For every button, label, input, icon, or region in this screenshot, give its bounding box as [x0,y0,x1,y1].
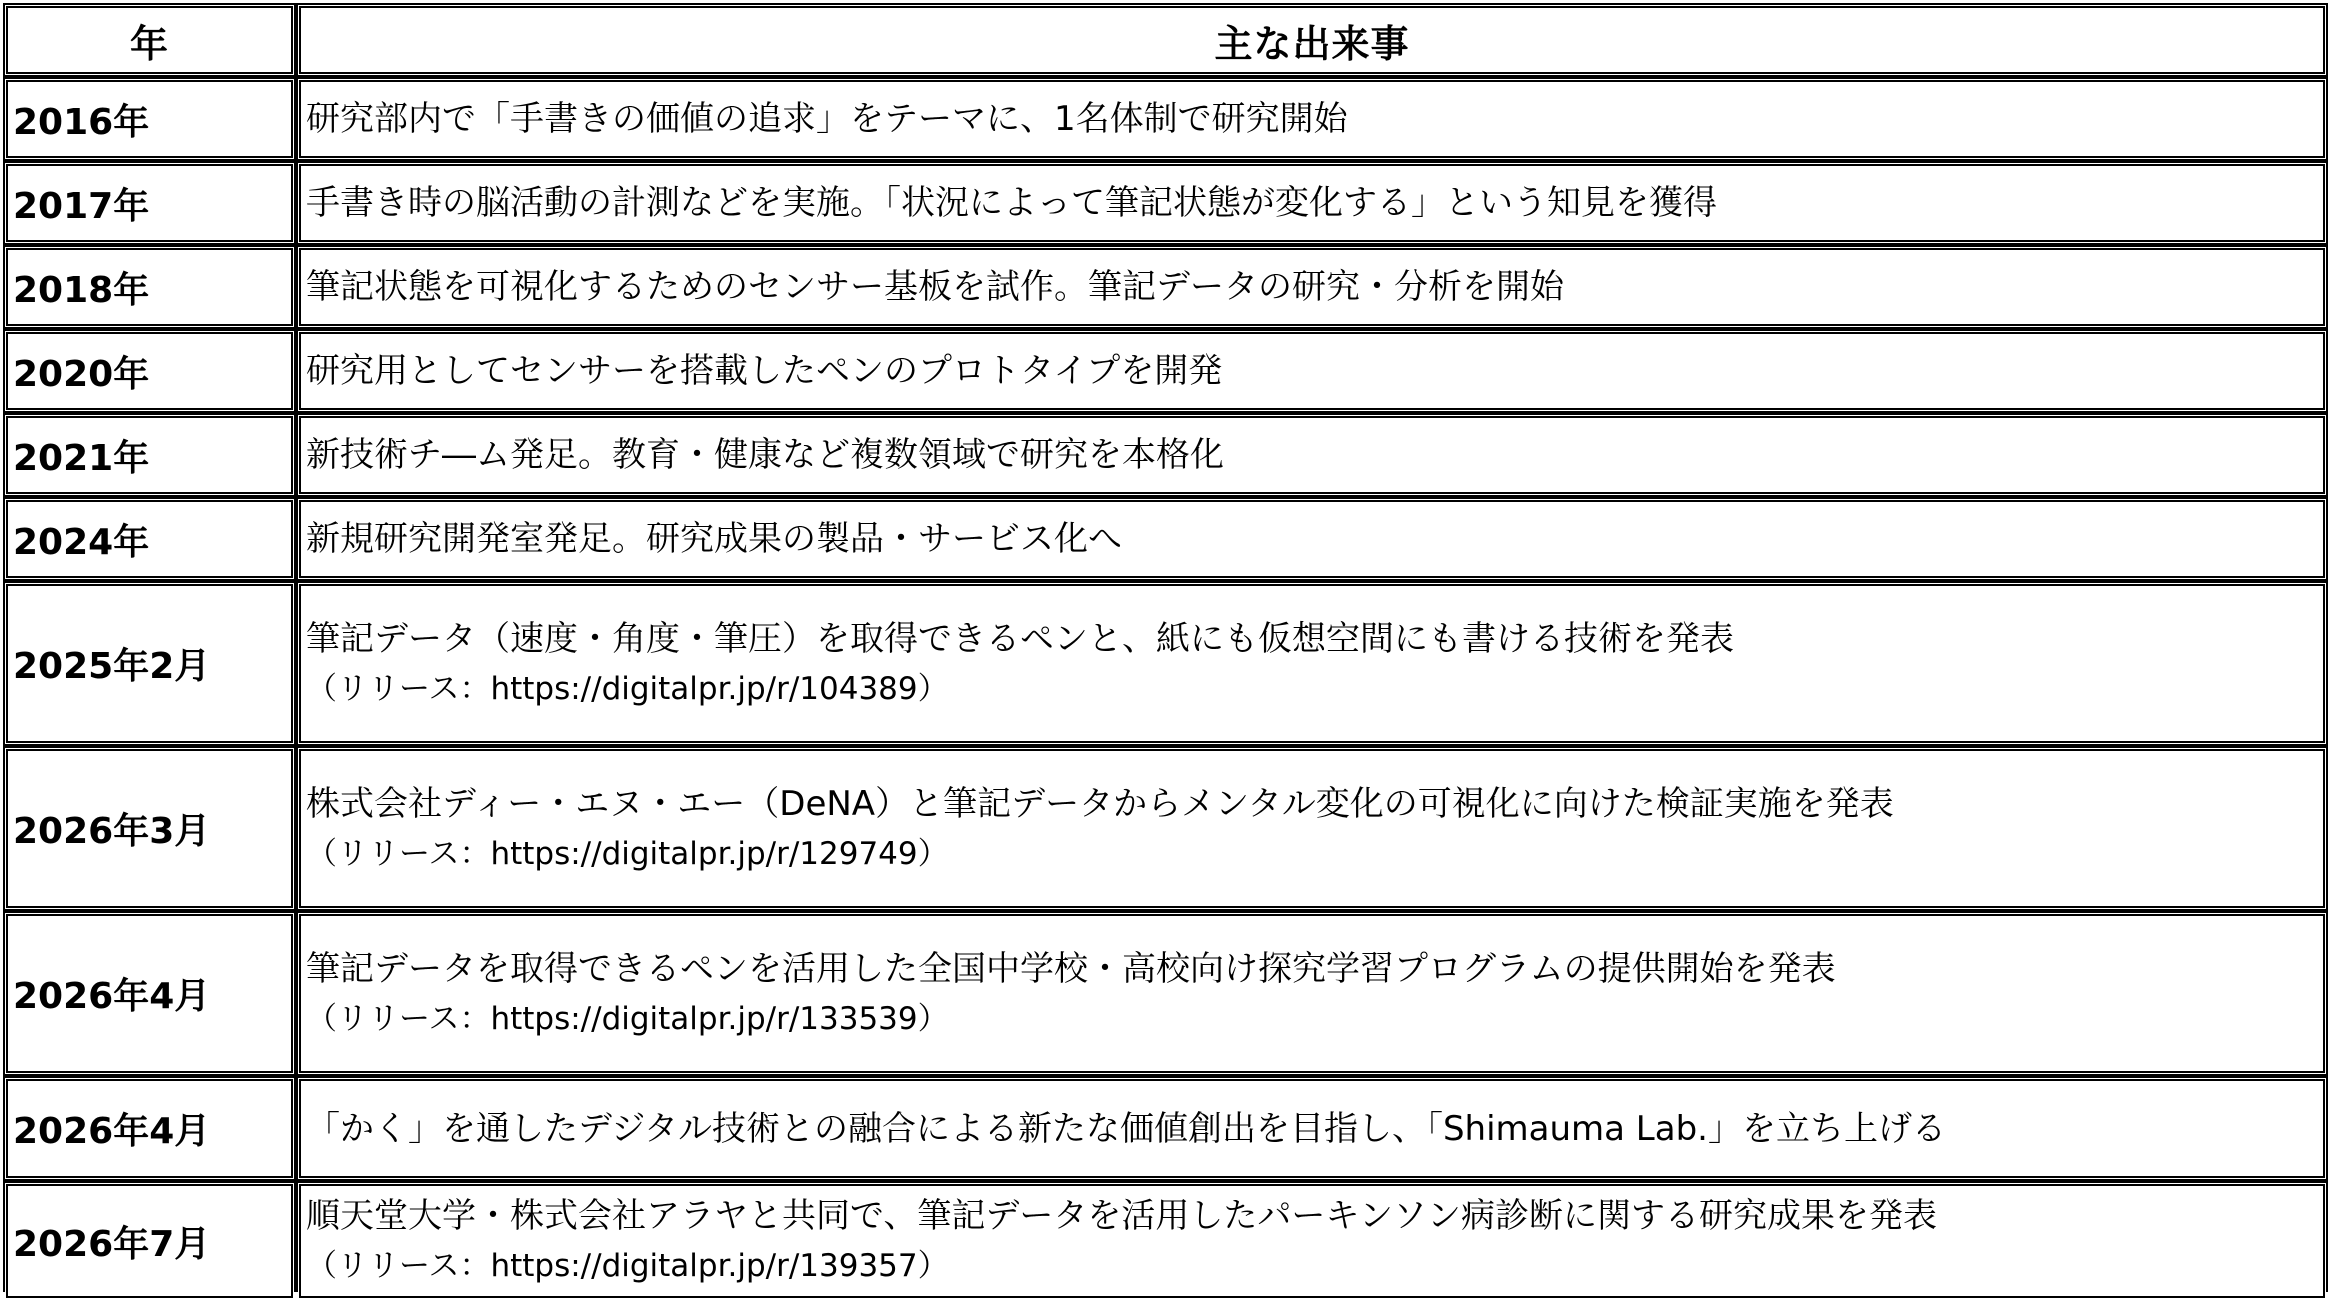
release-link-text: （リリース：https://digitalpr.jp/r/129749） [306,835,949,872]
event-text: 筆記データを取得できるペンを活用した全国中学校・高校向け探究学習プログラムの提供開始を発表 [306,948,1836,989]
event-text: 研究用としてセンサーを搭載したペンのプロトタイプを開発 [306,351,1223,391]
year-cell: 2016年 [5,79,294,159]
column-header-year: 年 [5,5,294,75]
event-cell [298,247,2326,327]
year-cell: 2026年4月 [5,913,294,1074]
event-cell [298,79,2326,159]
release-link-text: （リリース：https://digitalpr.jp/r/133539） [306,1000,949,1037]
column-header-events: 主な出来事 [298,5,2326,75]
year-cell: 2026年4月 [5,1078,294,1179]
year-cell: 2017年 [5,163,294,243]
event-cell [298,415,2326,495]
event-cell [298,1183,2326,1299]
year-cell: 2026年3月 [5,748,294,909]
event-text: 筆記データ（速度・角度・筆圧）を取得できるペンと、紙にも仮想空間にも書ける技術を発表 [306,618,1734,659]
timeline-table [3,3,2328,1292]
year-cell: 2026年7月 [5,1183,294,1299]
event-text: 株式会社ディー・エヌ・エー（DeNA）と筆記データからメンタル変化の可視化に向けた検証実施を発表 [306,783,1894,824]
event-text: 新規研究開発室発足。研究成果の製品・サービス化へ [306,519,1122,559]
event-text: 新技術チ―ム発足。教育・健康など複数領域で研究を本格化 [306,435,1224,475]
year-cell: 2021年 [5,415,294,495]
event-cell [298,1078,2326,1179]
event-text: 研究部内で「手書きの価値の追求」をテーマに、1名体制で研究開始 [306,99,1348,139]
event-text: 筆記状態を可視化するためのセンサー基板を試作。筆記データの研究・分析を開始 [306,267,1564,307]
release-link-text: （リリース：https://digitalpr.jp/r/139357） [306,1248,949,1284]
event-text: 順天堂大学・株式会社アラヤと共同で、筆記データを活用したパーキンソン病診断に関する研究成果を発表 [306,1196,1937,1236]
event-cell [298,331,2326,411]
release-link-text: （リリース：https://digitalpr.jp/r/104389） [306,670,949,707]
year-cell: 2024年 [5,499,294,579]
event-cell [298,913,2326,1074]
year-cell: 2020年 [5,331,294,411]
event-cell [298,583,2326,744]
year-cell: 2018年 [5,247,294,327]
event-text: 「かく」を通したデジタル技術との融合による新たな価値創出を目指し、「Shimauma Lab.」を立ち上げる [306,1108,1946,1149]
event-text: 手書き時の脳活動の計測などを実施。「状況によって筆記状態が変化する」という知見を獲得 [306,183,1717,223]
event-cell [298,163,2326,243]
event-cell [298,748,2326,909]
year-cell: 2025年2月 [5,583,294,744]
event-cell [298,499,2326,579]
